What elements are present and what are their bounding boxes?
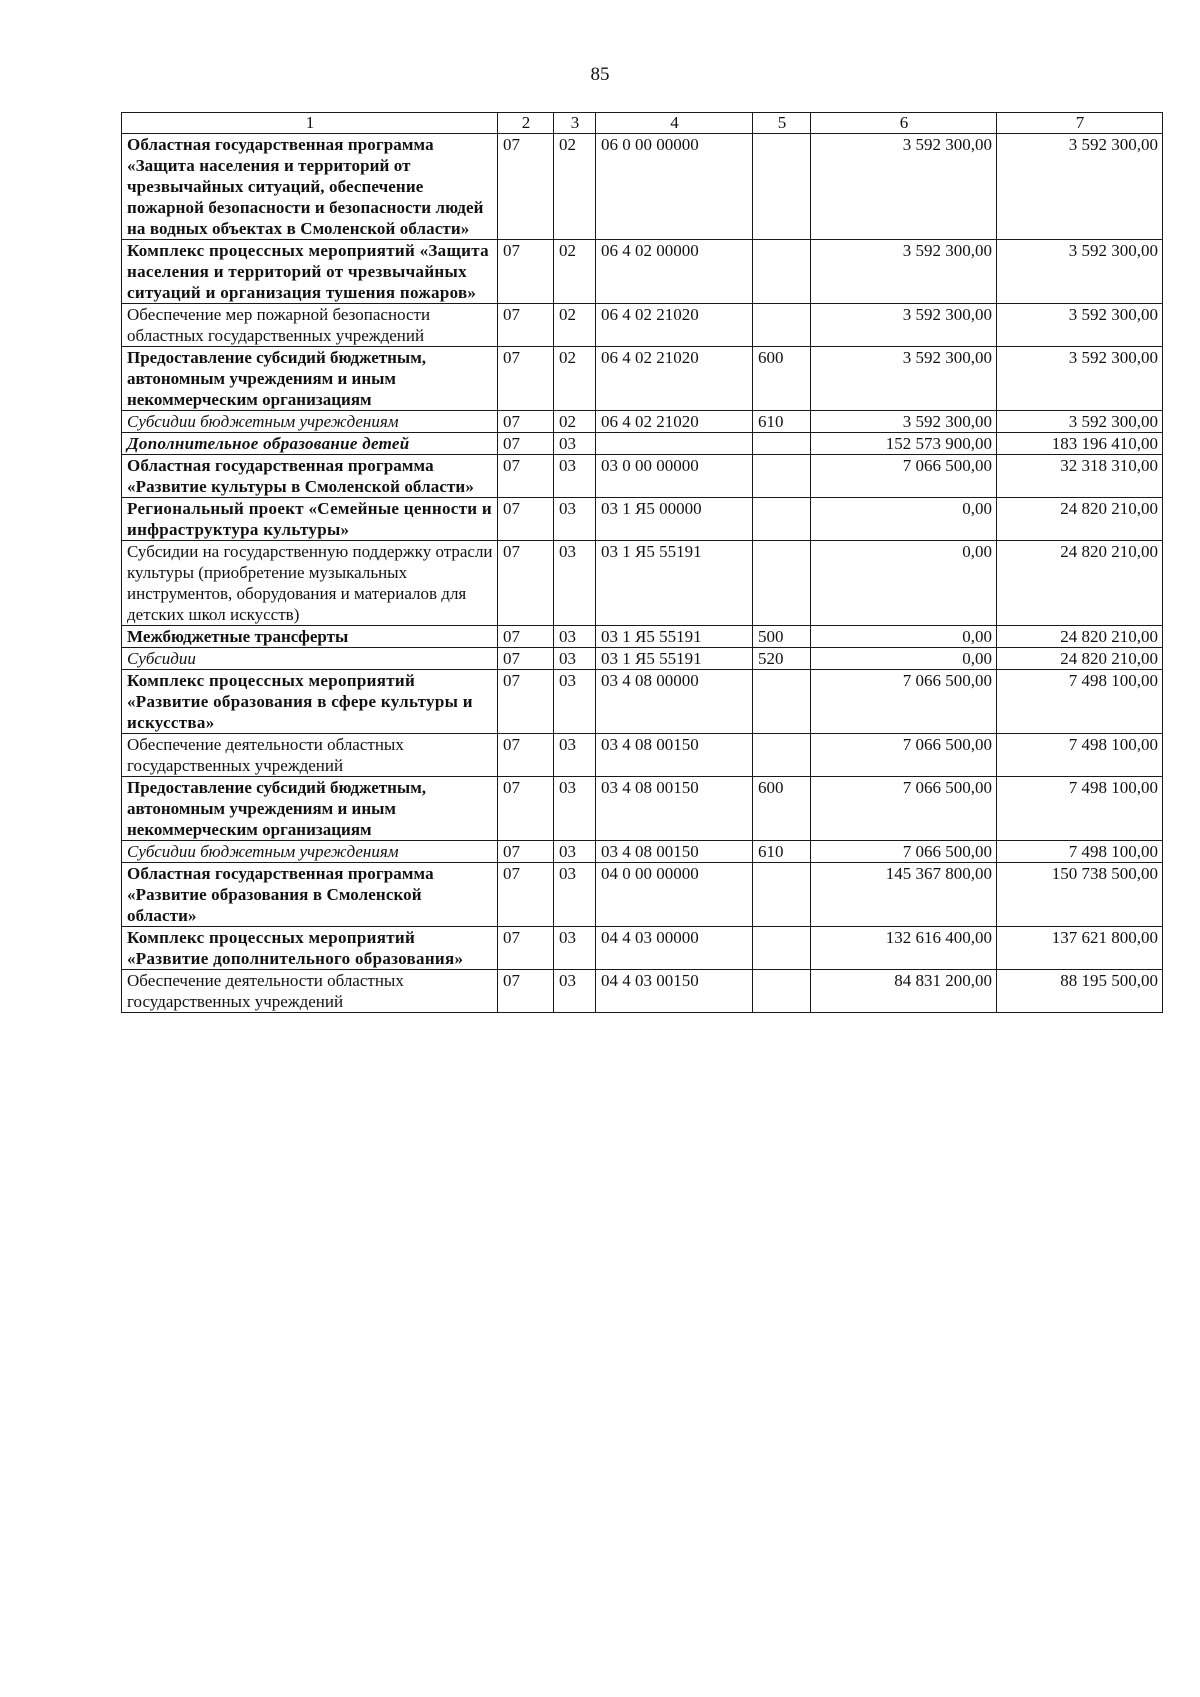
expense-type-code: 610	[753, 841, 811, 863]
section-code: 07	[498, 648, 554, 670]
item-name: Субсидии бюджетным учреждениям	[122, 841, 498, 863]
amount-year-1: 3 592 300,00	[811, 304, 997, 347]
expense-type-code	[753, 455, 811, 498]
amount-year-1: 3 592 300,00	[811, 240, 997, 304]
section-code: 07	[498, 841, 554, 863]
target-article-code: 06 0 00 00000	[596, 134, 753, 240]
amount-year-2: 3 592 300,00	[997, 240, 1163, 304]
item-name: Комплекс процессных мероприятий «Развитие дополнительного образования»	[122, 927, 498, 970]
section-code: 07	[498, 541, 554, 626]
amount-year-1: 7 066 500,00	[811, 841, 997, 863]
amount-year-1: 3 592 300,00	[811, 347, 997, 411]
amount-year-1: 0,00	[811, 648, 997, 670]
item-name: Предоставление субсидий бюджетным, автономным учреждениям и иным некоммерческим организациям	[122, 777, 498, 841]
target-article-code: 03 1 Я5 55191	[596, 541, 753, 626]
table-row	[122, 304, 1163, 347]
table-row	[122, 970, 1163, 1013]
column-number: 6	[811, 113, 997, 134]
target-article-code: 03 1 Я5 00000	[596, 498, 753, 541]
section-code: 07	[498, 777, 554, 841]
section-code: 07	[498, 240, 554, 304]
amount-year-1: 7 066 500,00	[811, 455, 997, 498]
amount-year-2: 32 318 310,00	[997, 455, 1163, 498]
expense-type-code: 520	[753, 648, 811, 670]
item-name: Предоставление субсидий бюджетным, автономным учреждениям и иным некоммерческим организациям	[122, 347, 498, 411]
section-code: 07	[498, 304, 554, 347]
amount-year-2: 150 738 500,00	[997, 863, 1163, 927]
amount-year-2: 3 592 300,00	[997, 134, 1163, 240]
section-code: 07	[498, 670, 554, 734]
column-number: 3	[554, 113, 596, 134]
section-code: 07	[498, 927, 554, 970]
item-name: Обеспечение мер пожарной безопасности областных государственных учреждений	[122, 304, 498, 347]
amount-year-1: 152 573 900,00	[811, 433, 997, 455]
section-code: 07	[498, 734, 554, 777]
amount-year-1: 3 592 300,00	[811, 134, 997, 240]
subsection-code: 02	[554, 240, 596, 304]
expense-type-code	[753, 541, 811, 626]
item-name: Субсидии бюджетным учреждениям	[122, 411, 498, 433]
target-article-code	[596, 433, 753, 455]
section-code: 07	[498, 347, 554, 411]
amount-year-2: 7 498 100,00	[997, 734, 1163, 777]
subsection-code: 03	[554, 626, 596, 648]
section-code: 07	[498, 863, 554, 927]
amount-year-1: 7 066 500,00	[811, 777, 997, 841]
item-name: Региональный проект «Семейные ценности и инфраструктура культуры»	[122, 498, 498, 541]
subsection-code: 03	[554, 541, 596, 626]
expense-type-code	[753, 863, 811, 927]
target-article-code: 06 4 02 21020	[596, 304, 753, 347]
amount-year-1: 145 367 800,00	[811, 863, 997, 927]
subsection-code: 03	[554, 648, 596, 670]
target-article-code: 03 0 00 00000	[596, 455, 753, 498]
column-number: 5	[753, 113, 811, 134]
table-row	[122, 841, 1163, 863]
target-article-code: 03 4 08 00150	[596, 734, 753, 777]
amount-year-2: 24 820 210,00	[997, 498, 1163, 541]
table-row	[122, 134, 1163, 240]
amount-year-2: 3 592 300,00	[997, 347, 1163, 411]
target-article-code: 06 4 02 21020	[596, 347, 753, 411]
table-row	[122, 670, 1163, 734]
expense-type-code	[753, 970, 811, 1013]
amount-year-2: 88 195 500,00	[997, 970, 1163, 1013]
table-row	[122, 648, 1163, 670]
table-row	[122, 498, 1163, 541]
column-number-row	[122, 113, 1163, 134]
item-name: Субсидии	[122, 648, 498, 670]
section-code: 07	[498, 626, 554, 648]
expense-type-code	[753, 433, 811, 455]
expense-type-code	[753, 734, 811, 777]
subsection-code: 02	[554, 304, 596, 347]
amount-year-2: 3 592 300,00	[997, 411, 1163, 433]
column-number: 2	[498, 113, 554, 134]
budget-table	[121, 112, 1163, 1013]
table-row	[122, 541, 1163, 626]
subsection-code: 03	[554, 927, 596, 970]
target-article-code: 03 4 08 00150	[596, 841, 753, 863]
expense-type-code	[753, 134, 811, 240]
target-article-code: 06 4 02 21020	[596, 411, 753, 433]
target-article-code: 03 4 08 00150	[596, 777, 753, 841]
amount-year-2: 7 498 100,00	[997, 670, 1163, 734]
target-article-code: 03 1 Я5 55191	[596, 648, 753, 670]
expense-type-code: 600	[753, 347, 811, 411]
section-code: 07	[498, 498, 554, 541]
amount-year-2: 137 621 800,00	[997, 927, 1163, 970]
section-code: 07	[498, 411, 554, 433]
item-name: Комплекс процессных мероприятий «Развитие образования в сфере культуры и искусства»	[122, 670, 498, 734]
amount-year-1: 84 831 200,00	[811, 970, 997, 1013]
subsection-code: 03	[554, 863, 596, 927]
amount-year-1: 0,00	[811, 498, 997, 541]
target-article-code: 03 1 Я5 55191	[596, 626, 753, 648]
expense-type-code	[753, 498, 811, 541]
column-number: 1	[122, 113, 498, 134]
section-code: 07	[498, 970, 554, 1013]
column-number: 4	[596, 113, 753, 134]
item-name: Обеспечение деятельности областных государственных учреждений	[122, 734, 498, 777]
subsection-code: 02	[554, 134, 596, 240]
item-name: Дополнительное образование детей	[122, 433, 498, 455]
item-name: Межбюджетные трансферты	[122, 626, 498, 648]
item-name: Комплекс процессных мероприятий «Защита населения и территорий от чрезвычайных ситуаций и организация тушения пожаров»	[122, 240, 498, 304]
subsection-code: 02	[554, 411, 596, 433]
expense-type-code: 600	[753, 777, 811, 841]
table-row	[122, 927, 1163, 970]
expense-type-code	[753, 670, 811, 734]
item-name: Областная государственная программа «Защита населения и территорий от чрезвычайных ситуаций, обеспечение пожарной безопасности и безопасности людей на водных объектах в Смоленской области»	[122, 134, 498, 240]
table-row	[122, 240, 1163, 304]
subsection-code: 03	[554, 841, 596, 863]
item-name: Субсидии на государственную поддержку отрасли культуры (приобретение музыкальных инструментов, оборудования и материалов для детских школ искусств)	[122, 541, 498, 626]
expense-type-code: 610	[753, 411, 811, 433]
amount-year-1: 7 066 500,00	[811, 670, 997, 734]
amount-year-1: 7 066 500,00	[811, 734, 997, 777]
expense-type-code: 500	[753, 626, 811, 648]
amount-year-1: 3 592 300,00	[811, 411, 997, 433]
target-article-code: 03 4 08 00000	[596, 670, 753, 734]
amount-year-2: 3 592 300,00	[997, 304, 1163, 347]
table-row	[122, 626, 1163, 648]
subsection-code: 03	[554, 433, 596, 455]
table-row	[122, 863, 1163, 927]
subsection-code: 03	[554, 734, 596, 777]
subsection-code: 03	[554, 498, 596, 541]
amount-year-1: 0,00	[811, 626, 997, 648]
subsection-code: 03	[554, 777, 596, 841]
amount-year-2: 7 498 100,00	[997, 777, 1163, 841]
subsection-code: 03	[554, 455, 596, 498]
target-article-code: 04 0 00 00000	[596, 863, 753, 927]
expense-type-code	[753, 240, 811, 304]
item-name: Областная государственная программа «Развитие образования в Смоленской области»	[122, 863, 498, 927]
target-article-code: 04 4 03 00000	[596, 927, 753, 970]
target-article-code: 06 4 02 00000	[596, 240, 753, 304]
expense-type-code	[753, 304, 811, 347]
table-row	[122, 455, 1163, 498]
table-row	[122, 347, 1163, 411]
subsection-code: 02	[554, 347, 596, 411]
item-name: Областная государственная программа «Развитие культуры в Смоленской области»	[122, 455, 498, 498]
amount-year-2: 24 820 210,00	[997, 648, 1163, 670]
column-number: 7	[997, 113, 1163, 134]
amount-year-1: 132 616 400,00	[811, 927, 997, 970]
table-row	[122, 433, 1163, 455]
expense-type-code	[753, 927, 811, 970]
amount-year-2: 7 498 100,00	[997, 841, 1163, 863]
subsection-code: 03	[554, 670, 596, 734]
amount-year-1: 0,00	[811, 541, 997, 626]
amount-year-2: 183 196 410,00	[997, 433, 1163, 455]
amount-year-2: 24 820 210,00	[997, 541, 1163, 626]
item-name: Обеспечение деятельности областных государственных учреждений	[122, 970, 498, 1013]
table-row	[122, 411, 1163, 433]
subsection-code: 03	[554, 970, 596, 1013]
section-code: 07	[498, 433, 554, 455]
table-row	[122, 734, 1163, 777]
section-code: 07	[498, 134, 554, 240]
amount-year-2: 24 820 210,00	[997, 626, 1163, 648]
section-code: 07	[498, 455, 554, 498]
table-row	[122, 777, 1163, 841]
page-number: 85	[590, 64, 610, 85]
target-article-code: 04 4 03 00150	[596, 970, 753, 1013]
